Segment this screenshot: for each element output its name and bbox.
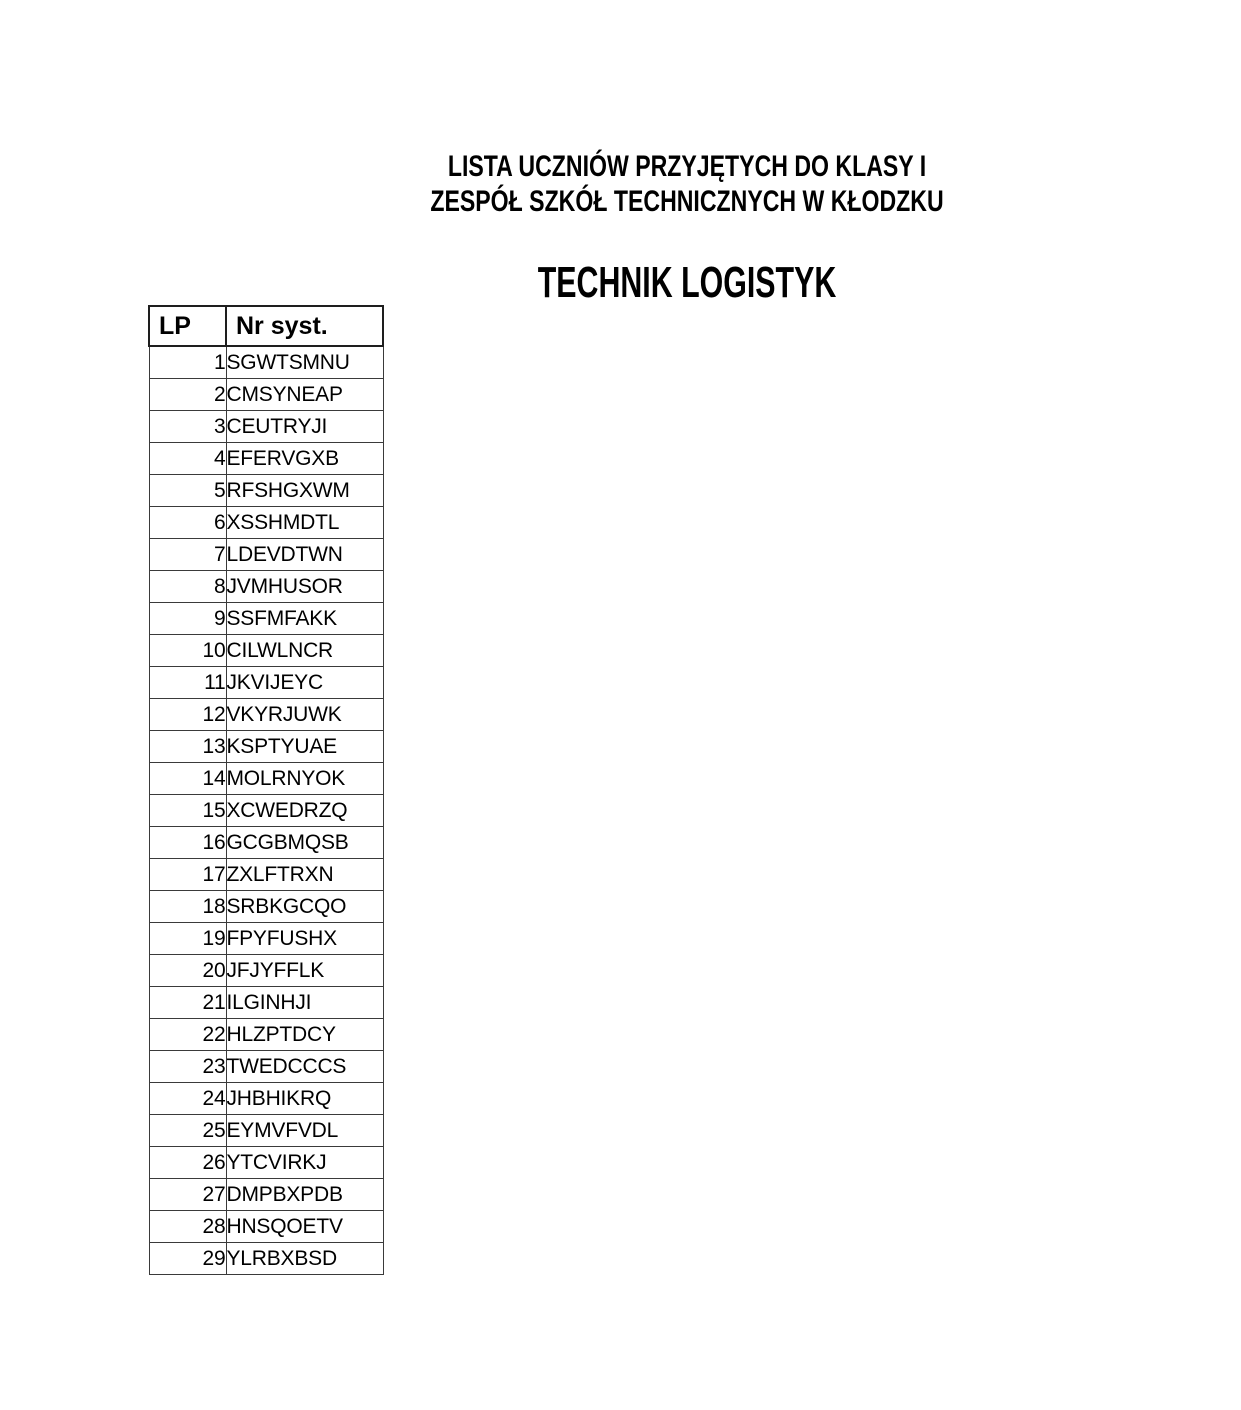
admitted-students-table bbox=[148, 305, 384, 1275]
table-row bbox=[149, 539, 383, 571]
table-row bbox=[149, 443, 383, 475]
nr-syst-cell: YTCVIRKJ bbox=[226, 1147, 383, 1179]
lp-cell: 17 bbox=[149, 859, 226, 891]
table-row bbox=[149, 667, 383, 699]
lp-cell: 18 bbox=[149, 891, 226, 923]
lp-cell: 19 bbox=[149, 923, 226, 955]
table-header-row bbox=[149, 306, 383, 346]
lp-cell: 8 bbox=[149, 571, 226, 603]
lp-cell: 15 bbox=[149, 795, 226, 827]
nr-syst-cell: HNSQOETV bbox=[226, 1211, 383, 1243]
table-row bbox=[149, 571, 383, 603]
nr-syst-cell: EFERVGXB bbox=[226, 443, 383, 475]
lp-cell: 26 bbox=[149, 1147, 226, 1179]
table-row bbox=[149, 699, 383, 731]
nr-syst-cell: JKVIJEYC bbox=[226, 667, 383, 699]
nr-syst-cell: CMSYNEAP bbox=[226, 379, 383, 411]
lp-cell: 29 bbox=[149, 1243, 226, 1275]
lp-cell: 1 bbox=[149, 346, 226, 379]
lp-cell: 28 bbox=[149, 1211, 226, 1243]
table-row bbox=[149, 507, 383, 539]
nr-syst-cell: ZXLFTRXN bbox=[226, 859, 383, 891]
nr-syst-cell: EYMVFVDL bbox=[226, 1115, 383, 1147]
table-row bbox=[149, 603, 383, 635]
nr-syst-cell: HLZPTDCY bbox=[226, 1019, 383, 1051]
lp-cell: 23 bbox=[149, 1051, 226, 1083]
table-row bbox=[149, 475, 383, 507]
document-title-line-2: ZESPÓŁ SZKÓŁ TECHNICZNYCH W KŁODZKU bbox=[430, 185, 944, 218]
lp-cell: 21 bbox=[149, 987, 226, 1019]
column-header-nr-syst: Nr syst. bbox=[226, 306, 383, 346]
table-row bbox=[149, 379, 383, 411]
column-header-lp: LP bbox=[149, 306, 226, 346]
nr-syst-cell: SSFMFAKK bbox=[226, 603, 383, 635]
nr-syst-cell: MOLRNYOK bbox=[226, 763, 383, 795]
lp-cell: 6 bbox=[149, 507, 226, 539]
table-row bbox=[149, 635, 383, 667]
lp-cell: 2 bbox=[149, 379, 226, 411]
table-row bbox=[149, 731, 383, 763]
lp-cell: 25 bbox=[149, 1115, 226, 1147]
table-row bbox=[149, 1019, 383, 1051]
nr-syst-cell: KSPTYUAE bbox=[226, 731, 383, 763]
table-row bbox=[149, 1051, 383, 1083]
nr-syst-cell: XCWEDRZQ bbox=[226, 795, 383, 827]
nr-syst-cell: CEUTRYJI bbox=[226, 411, 383, 443]
lp-cell: 14 bbox=[149, 763, 226, 795]
table-row bbox=[149, 827, 383, 859]
nr-syst-cell: SGWTSMNU bbox=[226, 346, 383, 379]
nr-syst-cell: TWEDCCCS bbox=[226, 1051, 383, 1083]
nr-syst-cell: FPYFUSHX bbox=[226, 923, 383, 955]
table-row bbox=[149, 1211, 383, 1243]
nr-syst-cell: CILWLNCR bbox=[226, 635, 383, 667]
table-row bbox=[149, 955, 383, 987]
table-row bbox=[149, 1147, 383, 1179]
lp-cell: 12 bbox=[149, 699, 226, 731]
lp-cell: 5 bbox=[149, 475, 226, 507]
nr-syst-cell: JFJYFFLK bbox=[226, 955, 383, 987]
nr-syst-cell: SRBKGCQO bbox=[226, 891, 383, 923]
table-row bbox=[149, 1115, 383, 1147]
nr-syst-cell: LDEVDTWN bbox=[226, 539, 383, 571]
nr-syst-cell: VKYRJUWK bbox=[226, 699, 383, 731]
table-row bbox=[149, 763, 383, 795]
nr-syst-cell: ILGINHJI bbox=[226, 987, 383, 1019]
lp-cell: 10 bbox=[149, 635, 226, 667]
lp-cell: 16 bbox=[149, 827, 226, 859]
lp-cell: 24 bbox=[149, 1083, 226, 1115]
lp-cell: 20 bbox=[149, 955, 226, 987]
lp-cell: 13 bbox=[149, 731, 226, 763]
nr-syst-cell: GCGBMQSB bbox=[226, 827, 383, 859]
table-row bbox=[149, 1179, 383, 1211]
lp-cell: 22 bbox=[149, 1019, 226, 1051]
nr-syst-cell: DMPBXPDB bbox=[226, 1179, 383, 1211]
table-row bbox=[149, 346, 383, 379]
lp-cell: 7 bbox=[149, 539, 226, 571]
table-row bbox=[149, 923, 383, 955]
table-row bbox=[149, 891, 383, 923]
lp-cell: 4 bbox=[149, 443, 226, 475]
document-title-line-1: LISTA UCZNIÓW PRZYJĘTYCH DO KLASY I bbox=[447, 150, 927, 183]
lp-cell: 11 bbox=[149, 667, 226, 699]
section-title: TECHNIK LOGISTYK bbox=[537, 258, 837, 307]
table-row bbox=[149, 1243, 383, 1275]
document-header bbox=[133, 149, 1241, 307]
nr-syst-cell: JVMHUSOR bbox=[226, 571, 383, 603]
nr-syst-cell: JHBHIKRQ bbox=[226, 1083, 383, 1115]
lp-cell: 3 bbox=[149, 411, 226, 443]
table-row bbox=[149, 1083, 383, 1115]
nr-syst-cell: YLRBXBSD bbox=[226, 1243, 383, 1275]
table-row bbox=[149, 411, 383, 443]
lp-cell: 9 bbox=[149, 603, 226, 635]
lp-cell: 27 bbox=[149, 1179, 226, 1211]
nr-syst-cell: RFSHGXWM bbox=[226, 475, 383, 507]
table-row bbox=[149, 859, 383, 891]
table-row bbox=[149, 795, 383, 827]
nr-syst-cell: XSSHMDTL bbox=[226, 507, 383, 539]
table-row bbox=[149, 987, 383, 1019]
